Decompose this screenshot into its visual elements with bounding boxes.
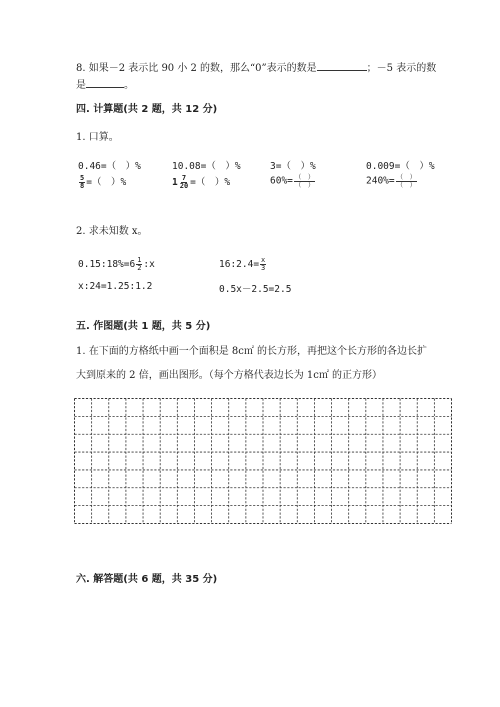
fraction: $\frac{x}{3}$ (261, 256, 266, 272)
drawing-question-line-1: 1. 在下面的方格纸中画一个面积是 8c㎡ 的长方形，再把这个长方形的各边长扩 (76, 346, 428, 357)
question-8 (76, 60, 436, 94)
oral-calc-item: 3=（ ）% (270, 161, 316, 172)
section-4-title: 四. 计算题(共 2 题，共 12 分) (76, 104, 218, 115)
question-8-line-1: 8. 如果－2 表示比 90 小 2 的数，那么“0”表示的数是 ；－5 表示的数 (76, 60, 436, 77)
equation: 0.5x－2.5=2.5 (219, 284, 292, 295)
oral-calc-item: 0.009=（ ）% (366, 161, 435, 172)
oral-calc-item: 240%= $\frac{( )}{( )}$ (366, 173, 417, 189)
q2-title: 2. 求未知数 x。 (76, 226, 148, 237)
question-8-line-2: 是 。 (76, 77, 436, 94)
fraction: $\frac{7}{20}$ (179, 174, 189, 190)
oral-calc-item: 60%= $\frac{( )}{( )}$ (270, 173, 315, 189)
fraction: $\frac{5}{8}$ (80, 174, 85, 190)
fraction: $\frac{1}{2}$ (137, 256, 142, 272)
equation: 16:2.4= $\frac{x}{3}$ (219, 256, 266, 272)
fraction: $\frac{( )}{( )}$ (396, 173, 417, 189)
oral-calc-item: 1 $\frac{7}{20}$ =（ ）% (172, 174, 231, 190)
oral-calc-item: $\frac{5}{8}$ =（ ）% (80, 174, 127, 190)
equation: x:24=1.25:1.2 (78, 281, 153, 292)
oral-calc-item: 0.46=（ ）% (78, 161, 141, 172)
answer-blank (86, 77, 124, 88)
drawing-question-line-2: 大到原来的 2 倍，画出图形。（每个方格代表边长为 1c㎡ 的正方形） (76, 370, 383, 381)
q1-title: 1. 口算。 (76, 132, 119, 143)
square-grid-paper[interactable] (74, 398, 452, 524)
answer-blank (317, 60, 367, 71)
fraction: $\frac{( )}{( )}$ (294, 173, 315, 189)
section-6-title: 六. 解答题(共 6 题，共 35 分) (76, 574, 218, 585)
section-5-title: 五. 作图题(共 1 题，共 5 分) (76, 321, 211, 332)
equation: 0.15:18%=6 $\frac{1}{2}$ :x (78, 256, 155, 272)
oral-calc-item: 10.08=（ ）% (172, 161, 241, 172)
